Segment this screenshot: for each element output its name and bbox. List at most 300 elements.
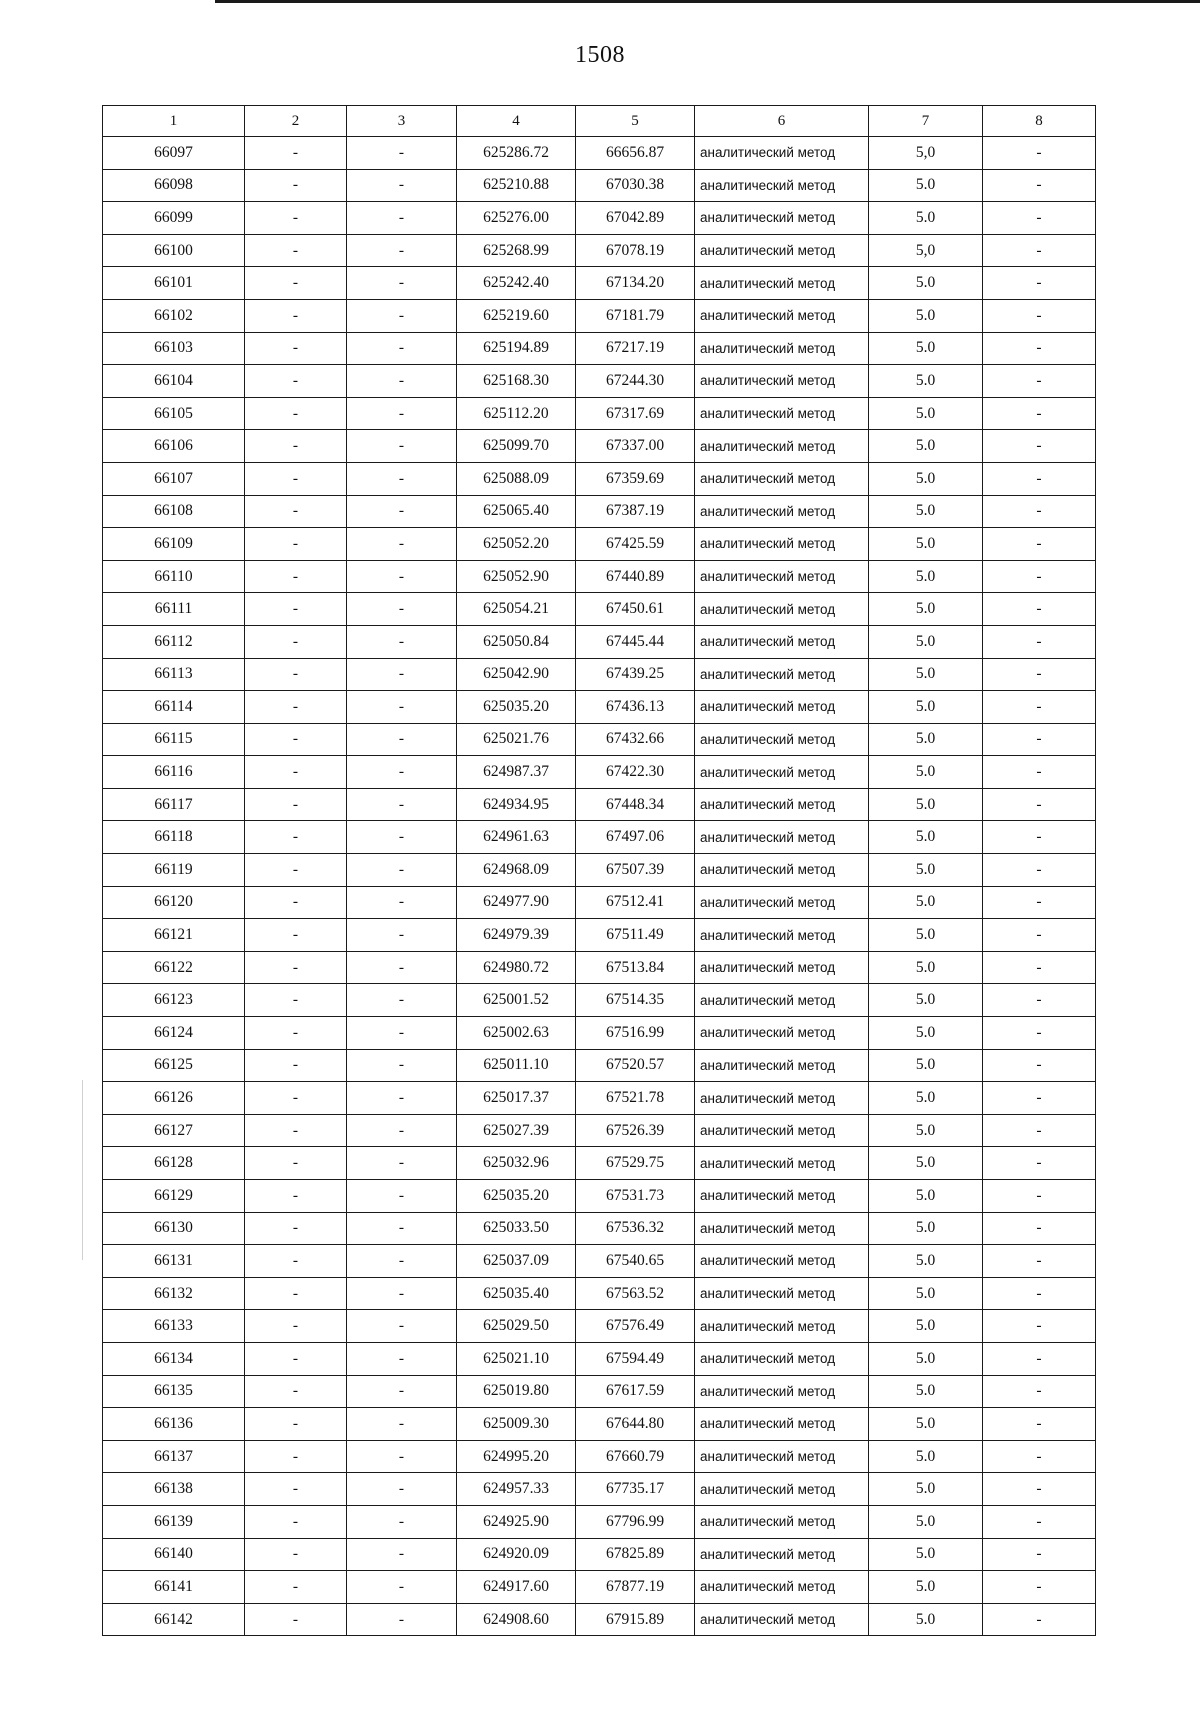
cell-col-2: -: [245, 397, 347, 430]
column-header-7: 7: [869, 106, 983, 137]
cell-col-8: -: [983, 756, 1096, 789]
cell-col-3: -: [347, 332, 457, 365]
cell-accuracy: 5.0: [869, 1571, 983, 1604]
cell-accuracy: 5.0: [869, 625, 983, 658]
cell-method: аналитический метод: [695, 1049, 869, 1082]
cell-method: аналитический метод: [695, 528, 869, 561]
cell-point-number: 66117: [103, 788, 245, 821]
cell-col-2: -: [245, 625, 347, 658]
cell-col-3: -: [347, 1245, 457, 1278]
cell-col-2: -: [245, 854, 347, 887]
cell-point-number: 66128: [103, 1147, 245, 1180]
cell-col-8: -: [983, 1082, 1096, 1115]
cell-col-8: -: [983, 462, 1096, 495]
cell-col-2: -: [245, 756, 347, 789]
cell-point-number: 66119: [103, 854, 245, 887]
cell-col-3: -: [347, 821, 457, 854]
cell-col-3: -: [347, 430, 457, 463]
table-row: [103, 1180, 1096, 1213]
cell-col-8: -: [983, 1505, 1096, 1538]
cell-method: аналитический метод: [695, 854, 869, 887]
cell-point-number: 66114: [103, 691, 245, 724]
table-row: [103, 234, 1096, 267]
cell-coord-y: 67516.99: [576, 1017, 695, 1050]
cell-col-2: -: [245, 267, 347, 300]
table-row: [103, 1310, 1096, 1343]
cell-col-8: -: [983, 332, 1096, 365]
cell-col-2: -: [245, 1538, 347, 1571]
cell-method: аналитический метод: [695, 756, 869, 789]
cell-accuracy: 5.0: [869, 462, 983, 495]
table-row: [103, 365, 1096, 398]
cell-col-2: -: [245, 462, 347, 495]
cell-coord-y: 67445.44: [576, 625, 695, 658]
cell-method: аналитический метод: [695, 1505, 869, 1538]
cell-accuracy: 5.0: [869, 397, 983, 430]
cell-method: аналитический метод: [695, 1277, 869, 1310]
cell-point-number: 66130: [103, 1212, 245, 1245]
cell-col-2: -: [245, 1310, 347, 1343]
table-row: [103, 919, 1096, 952]
cell-accuracy: 5.0: [869, 1212, 983, 1245]
cell-method: аналитический метод: [695, 1440, 869, 1473]
table-row: [103, 821, 1096, 854]
cell-col-8: -: [983, 1212, 1096, 1245]
cell-col-8: -: [983, 397, 1096, 430]
table-row: [103, 1505, 1096, 1538]
table-row: [103, 1114, 1096, 1147]
table-row: [103, 593, 1096, 626]
cell-point-number: 66133: [103, 1310, 245, 1343]
cell-accuracy: 5.0: [869, 1473, 983, 1506]
cell-col-2: -: [245, 951, 347, 984]
table-row: [103, 1571, 1096, 1604]
cell-coord-x: 625035.20: [457, 691, 576, 724]
cell-coord-y: 67531.73: [576, 1180, 695, 1213]
cell-col-3: -: [347, 854, 457, 887]
cell-col-3: -: [347, 1375, 457, 1408]
cell-col-2: -: [245, 919, 347, 952]
cell-coord-x: 625001.52: [457, 984, 576, 1017]
cell-coord-y: 67796.99: [576, 1505, 695, 1538]
cell-coord-x: 625088.09: [457, 462, 576, 495]
cell-coord-y: 67536.32: [576, 1212, 695, 1245]
cell-coord-y: 67436.13: [576, 691, 695, 724]
cell-col-2: -: [245, 1180, 347, 1213]
cell-method: аналитический метод: [695, 430, 869, 463]
table-row: [103, 1342, 1096, 1375]
cell-accuracy: 5.0: [869, 299, 983, 332]
table-row: [103, 951, 1096, 984]
cell-col-8: -: [983, 267, 1096, 300]
cell-col-3: -: [347, 1505, 457, 1538]
cell-point-number: 66141: [103, 1571, 245, 1604]
cell-col-2: -: [245, 1212, 347, 1245]
cell-col-3: -: [347, 560, 457, 593]
cell-coord-y: 67735.17: [576, 1473, 695, 1506]
cell-coord-y: 67317.69: [576, 397, 695, 430]
cell-coord-y: 67497.06: [576, 821, 695, 854]
cell-accuracy: 5.0: [869, 1277, 983, 1310]
cell-point-number: 66125: [103, 1049, 245, 1082]
cell-coord-x: 625050.84: [457, 625, 576, 658]
cell-method: аналитический метод: [695, 397, 869, 430]
cell-col-8: -: [983, 1342, 1096, 1375]
cell-col-3: -: [347, 1049, 457, 1082]
cell-col-2: -: [245, 332, 347, 365]
cell-coord-y: 67660.79: [576, 1440, 695, 1473]
cell-point-number: 66138: [103, 1473, 245, 1506]
table-row: [103, 1473, 1096, 1506]
cell-col-2: -: [245, 1277, 347, 1310]
cell-coord-y: 67512.41: [576, 886, 695, 919]
table-header-row: [103, 106, 1096, 137]
cell-coord-y: 67617.59: [576, 1375, 695, 1408]
column-header-3: 3: [347, 106, 457, 137]
cell-coord-x: 624968.09: [457, 854, 576, 887]
table-row: [103, 1245, 1096, 1278]
table-row: [103, 1049, 1096, 1082]
cell-accuracy: 5.0: [869, 593, 983, 626]
cell-coord-x: 625219.60: [457, 299, 576, 332]
cell-col-8: -: [983, 951, 1096, 984]
cell-col-3: -: [347, 299, 457, 332]
cell-col-2: -: [245, 1245, 347, 1278]
cell-method: аналитический метод: [695, 137, 869, 170]
cell-col-8: -: [983, 299, 1096, 332]
cell-accuracy: 5.0: [869, 1375, 983, 1408]
cell-col-2: -: [245, 821, 347, 854]
table-row: [103, 756, 1096, 789]
cell-col-3: -: [347, 1473, 457, 1506]
cell-method: аналитический метод: [695, 593, 869, 626]
cell-point-number: 66116: [103, 756, 245, 789]
cell-point-number: 66104: [103, 365, 245, 398]
cell-accuracy: 5.0: [869, 1147, 983, 1180]
cell-col-8: -: [983, 1017, 1096, 1050]
cell-col-2: -: [245, 1603, 347, 1636]
cell-col-8: -: [983, 1571, 1096, 1604]
cell-point-number: 66137: [103, 1440, 245, 1473]
cell-accuracy: 5.0: [869, 332, 983, 365]
cell-accuracy: 5.0: [869, 1017, 983, 1050]
cell-point-number: 66139: [103, 1505, 245, 1538]
cell-col-3: -: [347, 1408, 457, 1441]
cell-coord-x: 625276.00: [457, 202, 576, 235]
cell-col-8: -: [983, 1310, 1096, 1343]
cell-method: аналитический метод: [695, 1310, 869, 1343]
cell-point-number: 66140: [103, 1538, 245, 1571]
cell-accuracy: 5.0: [869, 1310, 983, 1343]
cell-col-8: -: [983, 202, 1096, 235]
cell-coord-y: 67514.35: [576, 984, 695, 1017]
cell-coord-x: 625268.99: [457, 234, 576, 267]
cell-accuracy: 5.0: [869, 528, 983, 561]
cell-col-8: -: [983, 234, 1096, 267]
cell-col-3: -: [347, 1082, 457, 1115]
cell-coord-y: 67439.25: [576, 658, 695, 691]
cell-col-3: -: [347, 462, 457, 495]
table-row: [103, 495, 1096, 528]
cell-col-8: -: [983, 658, 1096, 691]
cell-accuracy: 5.0: [869, 1114, 983, 1147]
cell-col-3: -: [347, 1180, 457, 1213]
table-row: [103, 1408, 1096, 1441]
cell-coord-y: 67337.00: [576, 430, 695, 463]
cell-col-8: -: [983, 821, 1096, 854]
cell-accuracy: 5.0: [869, 267, 983, 300]
cell-col-3: -: [347, 919, 457, 952]
cell-col-8: -: [983, 1245, 1096, 1278]
cell-point-number: 66115: [103, 723, 245, 756]
cell-coord-x: 625286.72: [457, 137, 576, 170]
cell-accuracy: 5.0: [869, 1049, 983, 1082]
cell-method: аналитический метод: [695, 691, 869, 724]
cell-col-2: -: [245, 1114, 347, 1147]
cell-col-8: -: [983, 1538, 1096, 1571]
cell-coord-y: 67507.39: [576, 854, 695, 887]
cell-col-8: -: [983, 1147, 1096, 1180]
table-row: [103, 1277, 1096, 1310]
cell-col-8: -: [983, 625, 1096, 658]
cell-point-number: 66123: [103, 984, 245, 1017]
cell-col-3: -: [347, 1017, 457, 1050]
cell-coord-x: 625052.20: [457, 528, 576, 561]
cell-col-3: -: [347, 788, 457, 821]
cell-accuracy: 5.0: [869, 756, 983, 789]
cell-coord-y: 67042.89: [576, 202, 695, 235]
cell-accuracy: 5.0: [869, 1603, 983, 1636]
cell-col-8: -: [983, 528, 1096, 561]
cell-coord-y: 67450.61: [576, 593, 695, 626]
cell-point-number: 66107: [103, 462, 245, 495]
cell-coord-x: 624917.60: [457, 1571, 576, 1604]
table-row: [103, 1147, 1096, 1180]
table-row: [103, 462, 1096, 495]
column-header-4: 4: [457, 106, 576, 137]
cell-method: аналитический метод: [695, 723, 869, 756]
cell-method: аналитический метод: [695, 625, 869, 658]
cell-method: аналитический метод: [695, 1571, 869, 1604]
cell-coord-x: 625168.30: [457, 365, 576, 398]
cell-accuracy: 5.0: [869, 495, 983, 528]
cell-accuracy: 5.0: [869, 919, 983, 952]
cell-coord-x: 625009.30: [457, 1408, 576, 1441]
cell-accuracy: 5,0: [869, 234, 983, 267]
cell-coord-x: 625021.76: [457, 723, 576, 756]
cell-col-8: -: [983, 723, 1096, 756]
cell-method: аналитический метод: [695, 1603, 869, 1636]
cell-col-3: -: [347, 951, 457, 984]
cell-coord-x: 625033.50: [457, 1212, 576, 1245]
table-row: [103, 332, 1096, 365]
cell-col-2: -: [245, 1082, 347, 1115]
cell-col-8: -: [983, 1277, 1096, 1310]
table-row: [103, 1375, 1096, 1408]
cell-coord-y: 67915.89: [576, 1603, 695, 1636]
scan-artifact-line: [82, 1080, 83, 1260]
cell-col-8: -: [983, 919, 1096, 952]
cell-accuracy: 5.0: [869, 1408, 983, 1441]
cell-col-3: -: [347, 691, 457, 724]
cell-point-number: 66132: [103, 1277, 245, 1310]
cell-method: аналитический метод: [695, 1180, 869, 1213]
table-row: [103, 560, 1096, 593]
table-row: [103, 1017, 1096, 1050]
cell-col-2: -: [245, 593, 347, 626]
cell-point-number: 66098: [103, 169, 245, 202]
cell-accuracy: 5.0: [869, 1440, 983, 1473]
cell-point-number: 66102: [103, 299, 245, 332]
cell-coord-y: 67425.59: [576, 528, 695, 561]
cell-point-number: 66110: [103, 560, 245, 593]
cell-coord-y: 67387.19: [576, 495, 695, 528]
cell-coord-x: 625035.20: [457, 1180, 576, 1213]
cell-accuracy: 5.0: [869, 984, 983, 1017]
cell-accuracy: 5,0: [869, 137, 983, 170]
cell-col-2: -: [245, 1473, 347, 1506]
cell-coord-x: 625242.40: [457, 267, 576, 300]
table-row: [103, 1538, 1096, 1571]
cell-coord-x: 625027.39: [457, 1114, 576, 1147]
cell-coord-y: 67521.78: [576, 1082, 695, 1115]
cell-col-2: -: [245, 984, 347, 1017]
cell-coord-y: 67877.19: [576, 1571, 695, 1604]
cell-col-2: -: [245, 691, 347, 724]
cell-coord-y: 67030.38: [576, 169, 695, 202]
cell-method: аналитический метод: [695, 919, 869, 952]
cell-method: аналитический метод: [695, 1375, 869, 1408]
cell-accuracy: 5.0: [869, 854, 983, 887]
cell-col-8: -: [983, 854, 1096, 887]
cell-coord-y: 67825.89: [576, 1538, 695, 1571]
cell-col-8: -: [983, 430, 1096, 463]
cell-accuracy: 5.0: [869, 1505, 983, 1538]
cell-coord-x: 625194.89: [457, 332, 576, 365]
cell-point-number: 66113: [103, 658, 245, 691]
cell-coord-y: 67448.34: [576, 788, 695, 821]
cell-col-8: -: [983, 169, 1096, 202]
table-row: [103, 984, 1096, 1017]
cell-col-2: -: [245, 1342, 347, 1375]
cell-coord-y: 67440.89: [576, 560, 695, 593]
cell-col-3: -: [347, 723, 457, 756]
cell-method: аналитический метод: [695, 821, 869, 854]
cell-point-number: 66120: [103, 886, 245, 919]
cell-coord-y: 67540.65: [576, 1245, 695, 1278]
cell-accuracy: 5.0: [869, 821, 983, 854]
cell-coord-x: 625052.90: [457, 560, 576, 593]
cell-method: аналитический метод: [695, 1342, 869, 1375]
cell-method: аналитический метод: [695, 202, 869, 235]
page-number: 1508: [575, 42, 625, 68]
cell-coord-y: 67526.39: [576, 1114, 695, 1147]
cell-method: аналитический метод: [695, 169, 869, 202]
table-row: [103, 1440, 1096, 1473]
cell-method: аналитический метод: [695, 1147, 869, 1180]
cell-point-number: 66121: [103, 919, 245, 952]
cell-col-8: -: [983, 1375, 1096, 1408]
cell-col-8: -: [983, 788, 1096, 821]
cell-col-2: -: [245, 658, 347, 691]
cell-coord-y: 67529.75: [576, 1147, 695, 1180]
cell-method: аналитический метод: [695, 332, 869, 365]
coordinates-table: [102, 105, 1096, 1636]
cell-point-number: 66105: [103, 397, 245, 430]
cell-method: аналитический метод: [695, 365, 869, 398]
cell-coord-y: 67513.84: [576, 951, 695, 984]
cell-coord-x: 624977.90: [457, 886, 576, 919]
cell-col-8: -: [983, 1049, 1096, 1082]
cell-coord-x: 624925.90: [457, 1505, 576, 1538]
table-row: [103, 299, 1096, 332]
cell-col-3: -: [347, 1147, 457, 1180]
cell-coord-x: 624920.09: [457, 1538, 576, 1571]
cell-point-number: 66100: [103, 234, 245, 267]
cell-col-2: -: [245, 137, 347, 170]
cell-col-3: -: [347, 169, 457, 202]
table-row: [103, 691, 1096, 724]
column-header-1: 1: [103, 106, 245, 137]
cell-coord-x: 625112.20: [457, 397, 576, 430]
cell-point-number: 66136: [103, 1408, 245, 1441]
cell-point-number: 66109: [103, 528, 245, 561]
cell-col-3: -: [347, 593, 457, 626]
cell-method: аналитический метод: [695, 658, 869, 691]
table-row: [103, 528, 1096, 561]
cell-accuracy: 5.0: [869, 1082, 983, 1115]
cell-col-8: -: [983, 886, 1096, 919]
cell-point-number: 66131: [103, 1245, 245, 1278]
cell-method: аналитический метод: [695, 1114, 869, 1147]
cell-method: аналитический метод: [695, 1082, 869, 1115]
cell-coord-y: 67520.57: [576, 1049, 695, 1082]
cell-col-2: -: [245, 299, 347, 332]
cell-col-3: -: [347, 1310, 457, 1343]
cell-accuracy: 5.0: [869, 1180, 983, 1213]
cell-accuracy: 5.0: [869, 1342, 983, 1375]
cell-point-number: 66129: [103, 1180, 245, 1213]
cell-accuracy: 5.0: [869, 658, 983, 691]
cell-accuracy: 5.0: [869, 430, 983, 463]
cell-col-2: -: [245, 723, 347, 756]
cell-coord-y: 67217.19: [576, 332, 695, 365]
cell-method: аналитический метод: [695, 1473, 869, 1506]
cell-col-8: -: [983, 137, 1096, 170]
cell-coord-y: 67422.30: [576, 756, 695, 789]
cell-accuracy: 5.0: [869, 169, 983, 202]
cell-method: аналитический метод: [695, 234, 869, 267]
cell-coord-y: 67181.79: [576, 299, 695, 332]
table-row: [103, 1603, 1096, 1636]
cell-col-3: -: [347, 1212, 457, 1245]
cell-accuracy: 5.0: [869, 202, 983, 235]
cell-method: аналитический метод: [695, 462, 869, 495]
column-header-5: 5: [576, 106, 695, 137]
cell-col-2: -: [245, 788, 347, 821]
cell-coord-x: 625032.96: [457, 1147, 576, 1180]
cell-coord-x: 625099.70: [457, 430, 576, 463]
cell-col-3: -: [347, 1342, 457, 1375]
cell-coord-x: 625054.21: [457, 593, 576, 626]
cell-col-2: -: [245, 1375, 347, 1408]
cell-point-number: 66103: [103, 332, 245, 365]
cell-col-2: -: [245, 1017, 347, 1050]
column-header-2: 2: [245, 106, 347, 137]
cell-col-3: -: [347, 397, 457, 430]
cell-method: аналитический метод: [695, 299, 869, 332]
cell-coord-x: 624908.60: [457, 1603, 576, 1636]
